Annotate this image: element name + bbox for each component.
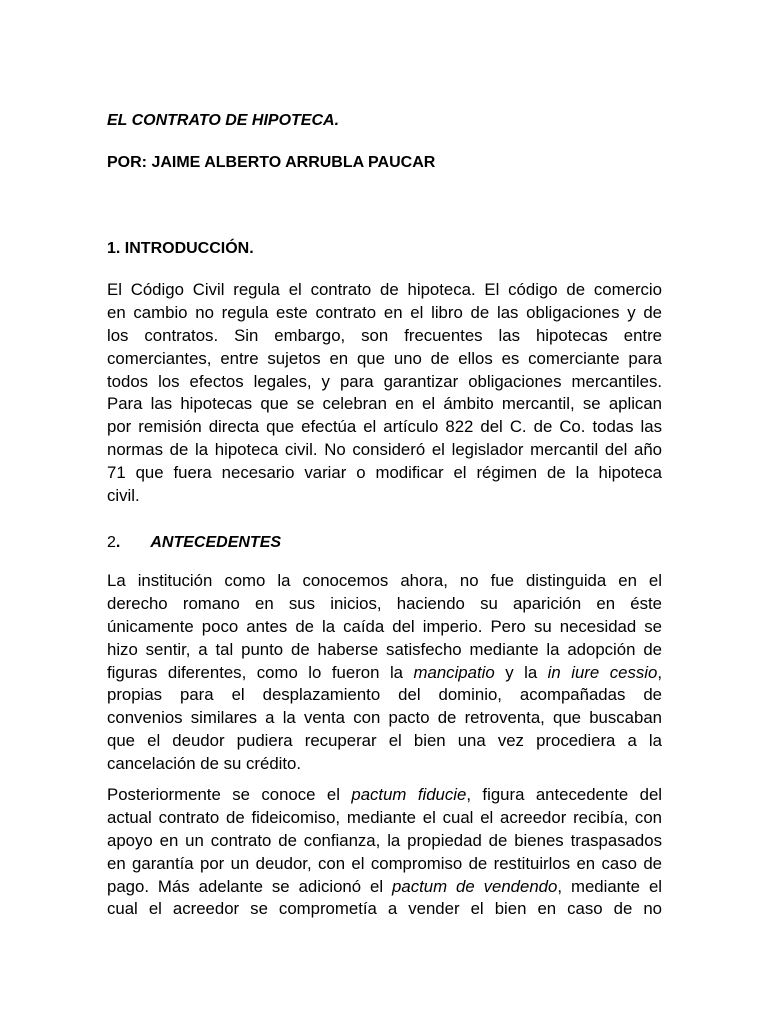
section-2-title: ANTECEDENTES xyxy=(150,534,282,551)
italic-term-pactum-fiducie: pactum fiducie xyxy=(351,785,467,804)
section-1-heading: 1. INTRODUCCIÓN. xyxy=(107,240,254,257)
paragraph-line: propias para el desplazamiento del dominio, acompañadas de xyxy=(107,685,662,705)
paragraph-line xyxy=(107,876,662,899)
line-text: pago. Más adelante se adicionó el xyxy=(107,876,393,896)
section-2-number: 2 xyxy=(107,534,116,551)
paragraph-line: todos los efectos legales, y para garantizar obligaciones mercantiles. xyxy=(107,371,662,391)
section-2-paragraph-1 xyxy=(107,570,662,776)
line-text: , xyxy=(657,662,662,682)
section-2-paragraph-2 xyxy=(107,784,662,921)
section-1-paragraph xyxy=(107,279,662,508)
paragraph-line: Para las hipotecas que se celebran en el ámbito mercantil, se aplican xyxy=(107,394,662,414)
italic-term-mancipatio: mancipatio xyxy=(413,662,495,682)
paragraph-line: La institución como la conocemos ahora, no fue distinguida en el xyxy=(107,571,662,590)
paragraph-line: actual contrato de fideicomiso, mediante el cual el acreedor recibía, con xyxy=(107,807,662,827)
paragraph-line: derecho romano en sus inicios, haciendo su aparición en éste xyxy=(107,593,662,613)
paragraph-line: por remisión directa que efectúa el artículo 822 del C. de Co. todas las xyxy=(107,417,662,437)
paragraph-line: cual el acreedor se comprometía a vender el bien en caso de no xyxy=(107,899,662,919)
paragraph-line: en garantía por un deudor, con el compromiso de restituirlos en caso de xyxy=(107,853,662,873)
line-text: figuras diferentes, como lo fueron la xyxy=(107,662,414,682)
paragraph-line: normas de la hipoteca civil. No consideró el legislador mercantil del año xyxy=(107,440,662,460)
paragraph-line: que el deudor pudiera recuperar el bien una vez procediera a la xyxy=(107,731,662,751)
line-text: Posteriormente se conoce el xyxy=(107,785,352,804)
paragraph-line xyxy=(107,662,662,685)
section-2-number-dot: . xyxy=(115,534,121,551)
section-2-heading xyxy=(107,534,281,552)
paragraph-line: en cambio no regula este contrato en el libro de las obligaciones y de xyxy=(107,302,662,322)
line-text: , figura antecedente del xyxy=(466,785,663,804)
paragraph-line: civil. xyxy=(107,486,140,506)
line-text: y la xyxy=(494,662,548,682)
paragraph-line: hizo sentir, a tal punto de haberse satisfecho mediante la adopción de xyxy=(107,639,662,659)
line-text: , mediante el xyxy=(557,876,663,896)
italic-term-pactum-de-vendendo: pactum de vendendo xyxy=(392,876,558,896)
paragraph-line: comerciantes, entre sujetos en que uno de ellos es comerciante para xyxy=(107,348,662,368)
paragraph-line: los contratos. Sin embargo, son frecuentes las hipotecas entre xyxy=(107,325,662,345)
paragraph-line: convenios similares a la venta con pacto de retroventa, que buscaban xyxy=(107,708,662,728)
paragraph-line xyxy=(107,784,662,807)
document-author: POR: JAIME ALBERTO ARRUBLA PAUCAR xyxy=(107,154,436,171)
paragraph-line: únicamente poco antes de la caída del imperio. Pero su necesidad se xyxy=(107,616,662,636)
paragraph-line: El Código Civil regula el contrato de hipoteca. El código de comercio xyxy=(107,280,662,299)
paragraph-line: 71 que fuera necesario variar o modificar el régimen de la hipoteca xyxy=(107,463,662,483)
italic-term-in-iure-cessio: in iure cessio xyxy=(547,662,658,682)
document-title: EL CONTRATO DE HIPOTECA. xyxy=(107,112,340,129)
paragraph-line: cancelación de su crédito. xyxy=(107,754,302,774)
paragraph-line: apoyo en un contrato de confianza, la propiedad de bienes traspasados xyxy=(107,830,662,850)
